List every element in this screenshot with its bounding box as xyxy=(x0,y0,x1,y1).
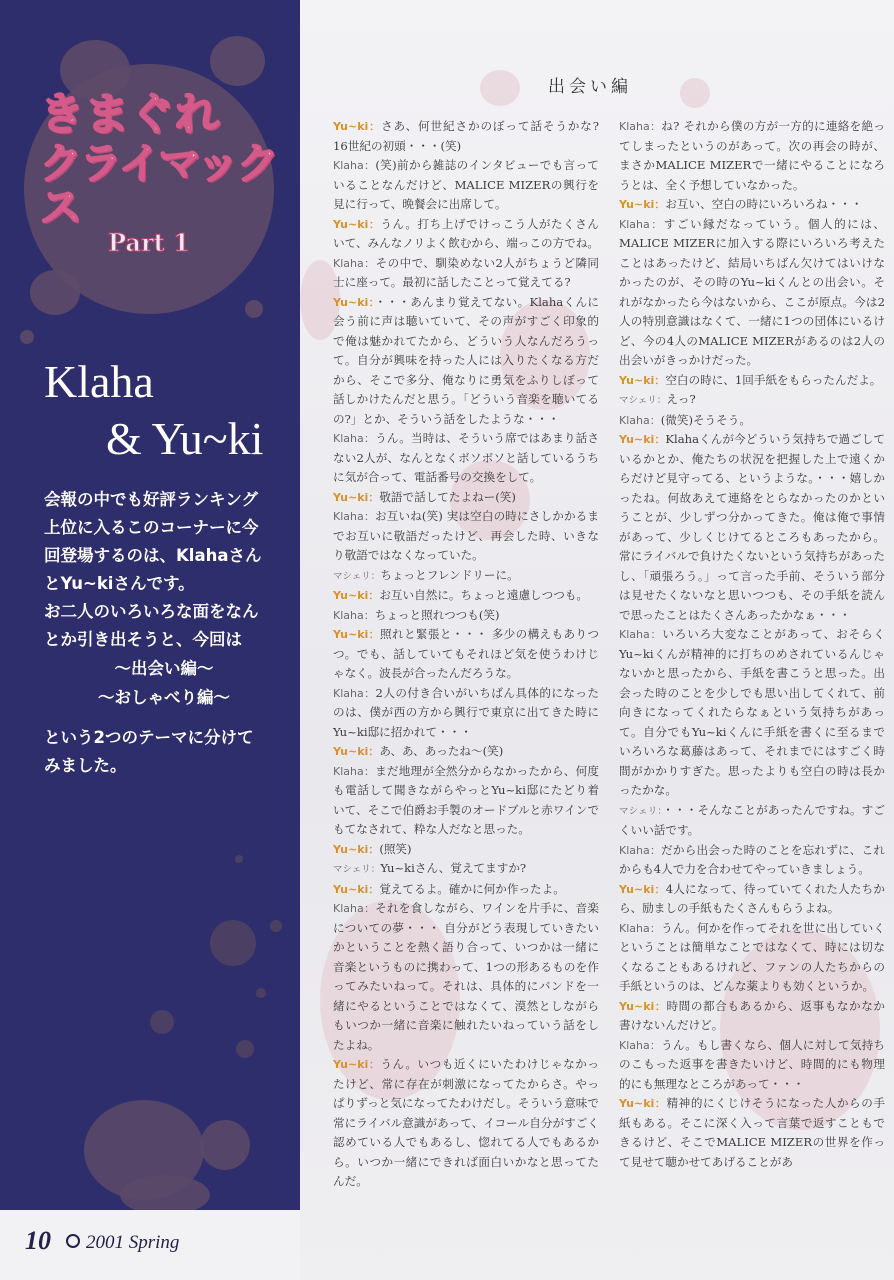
speaker-label: Yu~ki： xyxy=(619,373,666,387)
speaker-label: Yu~ki： xyxy=(333,120,382,133)
speech-text: あ、あ、あったね～(笑) xyxy=(379,744,504,758)
speaker-label: Yu~ki： xyxy=(333,589,380,602)
speech-text: さあ、何世紀さかのぼって話そうかな? 16世紀の初頭・・・(笑) xyxy=(333,119,599,153)
feature-title xyxy=(40,89,280,233)
ink-splat-decoration xyxy=(210,36,265,86)
speaker-label: マシェリ： xyxy=(333,864,381,875)
interview-turn xyxy=(333,840,599,860)
interview-turn xyxy=(333,859,599,880)
speaker-label: Yu~ki： xyxy=(333,882,380,896)
speaker-label: マシェリ： xyxy=(333,570,381,582)
speaker-label: Klaha： xyxy=(333,686,376,700)
interview-turn xyxy=(619,215,885,371)
intro-line: お二人のいろいろな面をなん xyxy=(44,602,259,621)
speech-text: それを食しながら、ワインを片手に、音楽についての夢・・・ 自分がどう表現していきたいかということを熱く語り合って、いつかは一緒に音楽というものに携わって、1つの形あるものを作ってみたいねって。それは、具体的にバンドを一緒にやるということではなくて、漠然としながらもいつか一緒に音楽に触れたいねっていう話をしたよね。 xyxy=(333,901,599,1052)
speech-text: 時間の都合もあるから、返事もなかなか書けないんだけど。 xyxy=(619,998,885,1032)
speech-text: ね? それから僕の方が一方的に連絡を絶ってしまったというのがあって。次の再会の時が、まさかMALICE MIZERで一緒にやることになろうとは、全く予想していなかった。 xyxy=(619,119,885,192)
interview-turn xyxy=(333,254,599,293)
intro-line: みました。 xyxy=(44,756,127,775)
speaker-label: Klaha： xyxy=(619,120,662,133)
interview-turn xyxy=(333,507,599,566)
ink-splat-decoration xyxy=(30,270,80,315)
intro-line: 回登場するのは、Klahaさん xyxy=(44,546,262,565)
speaker-label: Yu~ki： xyxy=(619,999,667,1013)
interview-turn xyxy=(333,429,599,488)
speech-text: まだ地理が全然分からなかったから、何度も電話して聞きながらやっとYu~ki邸にたどり着いて、そこで伯爵お手製のオードブルと赤ワインでもてなされて、粋な人だなと思った。 xyxy=(333,763,599,836)
interview-turn xyxy=(333,215,599,254)
interview-column-2 xyxy=(619,117,885,1172)
interview-turn xyxy=(619,371,885,391)
speech-text: 4人になって、待っていてくれた人たちから、励ましの手紙もたくさんもらうよね。 xyxy=(619,881,885,915)
speaker-label: Yu~ki： xyxy=(619,882,666,896)
speech-text: 精神的にくじけそうになった人からの手紙もある。そこに深く入って言葉で返すこともできるけど、そこでMALICE MIZERの世界を作って見せて聴かせてあげることがあ xyxy=(619,1096,885,1169)
speech-text: お互いね(笑) 実は空白の時にさしかかるまでお互いに敬語だったけど、再会した時、いきなり敬語ではなくなっていた。 xyxy=(333,509,599,562)
speaker-label: Klaha： xyxy=(619,1038,662,1052)
name-yuki: & Yu~ki xyxy=(106,413,264,464)
interview-turn xyxy=(333,899,599,1055)
speech-text: 照れと緊張と・・・ 多少の構えもありつつ。でも、話していてもそれほど気を使うわけじゃなく。波長が合ったんだろうな。 xyxy=(333,627,599,680)
speaker-label: Klaha： xyxy=(333,608,375,622)
intro-line: とか引き出そうと、今回は xyxy=(44,630,242,649)
interview-turn xyxy=(619,390,885,411)
ink-splat-decoration xyxy=(120,1175,210,1215)
title-line-1: きまぐれ xyxy=(40,89,220,140)
intro-line: とYu~kiさんです。 xyxy=(44,574,195,593)
interview-turn xyxy=(619,919,885,997)
speaker-label: Klaha： xyxy=(333,764,376,778)
interview-column-1 xyxy=(333,117,599,1192)
speaker-label: Klaha： xyxy=(619,921,662,935)
speaker-label: Klaha： xyxy=(619,413,661,427)
speech-text: 空白の時に、1回手紙をもらったんだよ。 xyxy=(665,372,882,387)
speech-text: (照笑) xyxy=(379,841,412,856)
speech-text: ちょっと照れつつも(笑) xyxy=(374,607,500,622)
ink-splat-decoration xyxy=(235,855,243,863)
speaker-label: Yu~ki： xyxy=(333,1058,381,1071)
speech-text: うん。もし書くなら、個人に対して気持ちのこもった返事を書きたいけど、時間的にも物理的にも無理なところがあって・・・ xyxy=(619,1037,885,1091)
interview-turn xyxy=(333,625,599,684)
ink-splat-decoration xyxy=(245,300,263,318)
interview-turn xyxy=(619,117,885,195)
speech-text: いろいろ大変なことがあって、おそらくYu~kiくんが精神的に打ちのめされているんじゃないかと思ったから、手紙を書こうと思った。出会った時のことを少しでも思い出してくれて、前向きになってくれたらなぁという気持ちがあって。自分でもYu~kiくんに手紙を書くに至るまでいろいろな葛藤はあって、それまでにはすごく時間がかかりすぎた。思ったよりも空白の時は長かったかな。 xyxy=(619,627,885,797)
speech-text: だから出会った時のことを忘れずに、これからも4人で力を合わせてやっていきましょう。 xyxy=(619,842,885,876)
speaker-label: Yu~ki： xyxy=(333,490,380,504)
stain-decoration xyxy=(680,78,710,108)
ink-splat-decoration xyxy=(210,920,256,966)
interview-turn xyxy=(333,117,599,156)
intro-subtheme-2: ～おしゃべり編～ xyxy=(98,688,230,707)
title-line-2: クライマックス xyxy=(40,139,278,233)
interview-turn xyxy=(619,1036,885,1095)
speaker-label: Yu~ki： xyxy=(333,842,380,856)
interview-turn xyxy=(333,1055,599,1192)
speech-text: お互い、空白の時にいろいろね・・・ xyxy=(665,197,863,211)
ink-splat-decoration xyxy=(20,330,34,344)
speech-text: うん。打ち上げでけっこう人がたくさんいて、みんなノリよく飲むから、端っこの方でね。 xyxy=(333,216,599,250)
speech-text: ・・・そんなことがあったんですね。すごくいい話です。 xyxy=(619,802,886,837)
ink-splat-decoration xyxy=(256,988,266,998)
section-title: 出会い編 xyxy=(548,77,632,97)
interview-turn xyxy=(333,293,599,430)
interview-turn xyxy=(333,880,599,900)
speaker-label: Klaha： xyxy=(333,510,375,523)
interview-turn xyxy=(619,880,885,919)
interview-turn xyxy=(619,625,885,801)
speech-text: Klahaくんが今どういう気持ちで過ごしているかとか、俺たちの状況を把握した上で遠くからだけど見守ってる、というような。・・・嬉しかったね。何故あえて連絡をとらなかったのかということが、少しずつ分かってきた。俺は俺で事情があって、少しくじけてるところもあったから。常にライバルで負けたくないという気持ちがあったし、「頑張ろう。」って言った手前、そういう部分は見せたくないなと思いつつも、その手紙を読んで思ったことはたくさんあったかなぁ・・・ xyxy=(619,432,885,622)
ink-splat-decoration xyxy=(270,920,282,932)
speaker-label: Klaha： xyxy=(619,843,662,857)
interview-turn xyxy=(333,586,599,606)
speech-text: 覚えてるよ。確かに何か作ったよ。 xyxy=(379,881,565,896)
interview-turn xyxy=(333,156,599,215)
speaker-label: Yu~ki： xyxy=(333,217,381,231)
speaker-label: Yu~ki： xyxy=(619,1097,667,1110)
speaker-label: Klaha： xyxy=(619,217,664,231)
interview-turn xyxy=(619,801,885,841)
speech-text: うん。いつも近くにいたわけじゃなかったけど、常に存在が刺激になってたからさ。やっぱりずっと気になってたわけだし。そういう意味で常にライバル意識があって、イコール自分がすごく認めている人でもあるし、惚れてる人でもあるから。いつか一緒にできれば面白いかなと思ってたんだ。 xyxy=(333,1057,599,1188)
left-panel xyxy=(0,0,300,1280)
interview-turn xyxy=(333,742,599,762)
page-number: 10 xyxy=(25,1226,51,1255)
speech-text: 2人の付き合いがいちばん具体的になったのは、僕が西の方から興行で東京に出てきた時にYu~ki邸に招かれて・・・ xyxy=(333,685,599,739)
intro-text xyxy=(44,486,284,780)
speaker-label: Klaha： xyxy=(333,256,376,270)
speaker-label: マシェリ： xyxy=(619,805,663,817)
speaker-label: Yu~ki： xyxy=(333,628,381,641)
speaker-label: Yu~ki： xyxy=(333,295,375,309)
speech-text: 敬語で話してたよねー(笑) xyxy=(379,489,516,504)
name-klaha: Klaha xyxy=(44,356,154,407)
speech-text: お互い自然に。ちょっと遠慮しつつも。 xyxy=(379,588,589,602)
interview-turn xyxy=(619,195,885,215)
interview-turn xyxy=(333,488,599,508)
speaker-label: Klaha： xyxy=(619,628,663,641)
speaker-label: Klaha： xyxy=(333,432,376,445)
speech-text: ・・・あんまり覚えてない。Klahaくんに会う前に声は聴いていて、その声がすごく印象的で俺は魅かれてたから、どういう人なんだろうって。自分が興味を持った人には入りたくなる方だから、そこで多分、俺なりに勇気をふりしぼって話しかけたんだと思う。「どういう音楽を聴いてるの?」とか、そういう話をしたような・・・ xyxy=(333,294,599,426)
part-label: Part 1 xyxy=(108,228,190,257)
speaker-label: Yu~ki： xyxy=(333,745,380,758)
interview-turn xyxy=(619,430,885,625)
speech-text: その中で、馴染めない2人がちょうど隣同士に座って。最初に話したことって覚えてる? xyxy=(333,255,599,289)
speech-text: すごい縁だなっていう。個人的には、MALICE MIZERに加入する際にいろいろ考えたことはあったけど、結局いちばん欠けてはいけなかったのが、その時のYu~kiくんとの出会い。それがなかったら今はないから、ここが原点。今は2人の特別意識はなくて、一緒に1つの団体にいるけど、今の4人のMALICE MIZERがあるのは2人の出会いがきっかけだった。 xyxy=(619,216,885,367)
speech-text: えっ? xyxy=(666,392,696,406)
interview-turn xyxy=(619,411,885,431)
stain-decoration xyxy=(480,70,520,106)
intro-subtheme-1: ～出会い編～ xyxy=(114,659,214,678)
speaker-label: マシェリ： xyxy=(619,395,667,406)
interview-turn xyxy=(333,606,599,626)
interview-turn xyxy=(619,1094,885,1172)
interview-turn xyxy=(619,997,885,1036)
speech-text: (笑)前から雑誌のインタビューでも言っていることなんだけど、MALICE MIZERの興行を見に行って、晩餐会に出席して。 xyxy=(333,158,599,211)
speech-text: Yu~kiさん、覚えてますか? xyxy=(380,861,527,875)
intro-line: 会報の中でも好評ランキング xyxy=(44,490,259,509)
speaker-label: Yu~ki： xyxy=(619,433,666,446)
speech-text: ちょっとフレンドリーに。 xyxy=(380,567,519,582)
ink-splat-decoration xyxy=(236,1040,254,1058)
speech-text: うん。当時は、そういう席ではあまり話さない2人が、なんとなくボソボソと話しているうちに気が合って、電話番号の交換をして。 xyxy=(333,431,599,484)
ink-splat-decoration xyxy=(200,1120,250,1170)
speaker-label: Klaha： xyxy=(333,159,376,172)
interview-turn xyxy=(619,841,885,880)
interview-turn xyxy=(333,684,599,743)
speech-text: うん。何かを作ってそれを世に出していくということは簡単なことではなくて、時には切なくなることもあるけれど、ファンの人たちからの手紙というのは、どんな薬よりも効くというか。 xyxy=(619,920,885,993)
speech-text: (微笑)そうそう。 xyxy=(660,412,751,427)
ink-splat-decoration xyxy=(150,1010,174,1034)
intro-line: 上位に入るこのコーナーに今 xyxy=(44,518,259,537)
speaker-label: Yu~ki： xyxy=(619,198,666,211)
issue-season: 2001 Spring xyxy=(86,1232,180,1253)
interview-turn xyxy=(333,762,599,840)
circle-ornament-icon xyxy=(66,1234,80,1248)
speaker-label: Klaha： xyxy=(333,902,376,915)
interview-turn xyxy=(333,566,599,587)
intro-line: という2つのテーマに分けて xyxy=(44,728,254,747)
